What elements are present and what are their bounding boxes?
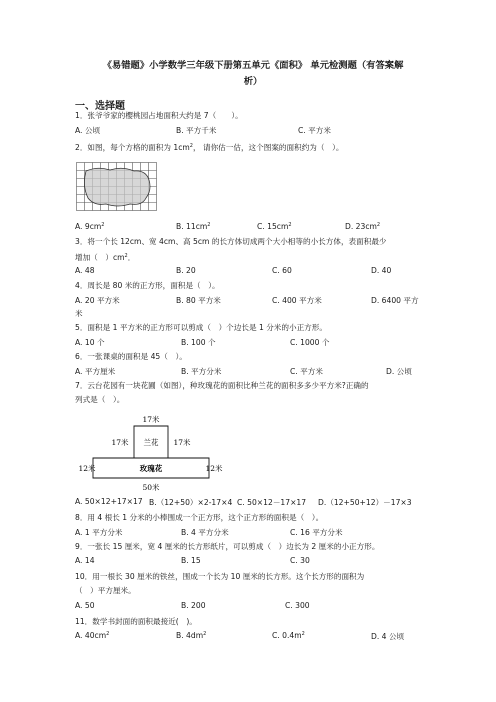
q10-option-c: C. 300 [285, 601, 310, 610]
q10-option-a: A. 50 [75, 601, 95, 610]
garden-figure [76, 412, 226, 494]
fig-side-right-label: 12米 [205, 464, 223, 473]
question-8: 8．用 4 根长 1 分米的小棒围成一个正方形，这个正方形的面积是（ ）。 [75, 513, 324, 522]
fig-side-left-label: 12米 [78, 464, 96, 473]
q8-option-b: B. 4 平方分米 [181, 528, 229, 537]
q7-option-d: D.（12+50+12）－17×3 [318, 498, 412, 507]
q6-option-a: A. 平方厘米 [75, 367, 116, 376]
question-10-line-1: 10．用一根长 30 厘米的铁丝，围成一个长为 10 厘米的长方形。这个长方形的面积为 [75, 572, 365, 581]
q9-option-c: C. 30 [290, 556, 310, 565]
q11-option-a: A. $40cm^2$ [75, 631, 110, 640]
q1-option-a: A. 公顷 [75, 126, 101, 135]
fig-center-label: 兰花 [143, 438, 159, 447]
q2-option-a: A. $9cm^2$ [75, 222, 105, 231]
q8-option-a: A. 1 平方分米 [75, 528, 123, 537]
q11-option-c: C. $0.4m^2$ [272, 631, 305, 640]
question-2: 2．如图，每个方格的面积为 $1cm^2$， 请你估一估，这个图案的面积约为（ ）。 [75, 143, 344, 152]
title-line-2: 析） [243, 76, 263, 87]
q5-option-b: B. 100 个 [181, 338, 216, 347]
question-3-line-2: 增加（ ）$cm^2$． [75, 253, 136, 262]
q9-option-b: B. 15 [181, 556, 201, 565]
question-1: 1．张爷爷家的樱桃园占地面积大约是 7（ ）。 [75, 111, 243, 120]
q3-option-c: C. 60 [272, 266, 292, 275]
question-4: 4．周长是 80 米的正方形，面积是（ ）。 [75, 281, 220, 290]
fig-bottom-label: 50米 [142, 483, 160, 492]
q1-option-b: B. 平方千米 [176, 126, 217, 135]
question-5: 5．面积是 1 平方米的正方形可以剪成（ ）个边长是 1 分米的小正方形。 [75, 323, 327, 332]
q5-option-a: A. 10 个 [75, 338, 105, 347]
q7-option-b: B.（12+50）×2-17×4 [149, 498, 233, 507]
fig-bottom-region-label: 玫瑰花 [139, 464, 163, 473]
q2-option-b: B. $11cm^2$ [176, 222, 211, 231]
section-heading: 一、选择题 [75, 101, 125, 112]
q4-option-d-wrap: 米 [75, 309, 83, 318]
question-7-line-2: 列式是（ ）。 [75, 395, 125, 404]
q4-option-b: B. 80 平方米 [176, 296, 221, 305]
q9-option-a: A. 14 [75, 556, 95, 565]
q6-option-b: B. 平方分米 [181, 367, 222, 376]
q4-option-c: C. 400 平方米 [272, 296, 322, 305]
q4-option-a: A. 20 平方米 [75, 296, 120, 305]
q2-option-c: C. $15cm^2$ [257, 222, 292, 231]
fig-top-label: 17米 [142, 415, 160, 424]
grid-figure [76, 162, 158, 212]
q6-option-d: D. 公顷 [386, 367, 412, 376]
question-11: 11．数学书封面的面积最接近( )。 [75, 617, 197, 626]
title-line-1: 《易错题》小学数学三年级下册第五单元《面积》 单元检测题（有答案解 [102, 60, 404, 71]
q6-option-c: C. 平方米 [290, 367, 323, 376]
q3-option-a: A. 48 [75, 266, 95, 275]
question-7-line-1: 7．云台花园有一块花圃（如图），种玫瑰花的面积比种兰花的面积多多少平方米?正确的 [75, 381, 369, 390]
q4-option-d: D. 6400 平方 [371, 296, 419, 305]
question-9: 9．一张长 15 厘米，宽 4 厘米的长方形纸片，可以剪成（ ）边长为 2 厘米的小正方形。 [75, 542, 380, 551]
question-3-line-1: 3．将一个长 12cm、宽 4cm、高 5cm 的长方体切成两个大小相等的小长方体，表面积最少 [75, 237, 387, 246]
fig-left-label: 17米 [111, 438, 129, 447]
q2-option-d: D. $23cm^2$ [345, 222, 381, 231]
q3-option-b: B. 20 [176, 266, 196, 275]
q1-option-c: C. 平方米 [298, 126, 331, 135]
q5-option-c: C. 1000 个 [290, 338, 330, 347]
q7-option-c: C. 50×12－17×17 [237, 498, 307, 507]
q11-option-d: D. 4 公顷 [371, 632, 405, 641]
question-6: 6．一张课桌的面积是 45（ ）。 [75, 352, 187, 361]
page-title [68, 58, 438, 90]
q3-option-d: D. 40 [371, 266, 392, 275]
q10-option-b: B. 200 [181, 601, 206, 610]
q7-option-a: A. 50×12+17×17 [75, 497, 143, 506]
question-10-line-2: （ ）平方厘米。 [75, 586, 136, 595]
q11-option-b: B. $4dm^2$ [176, 631, 207, 640]
q8-option-c: C. 16 平方分米 [290, 528, 343, 537]
fig-right-label: 17米 [173, 438, 191, 447]
